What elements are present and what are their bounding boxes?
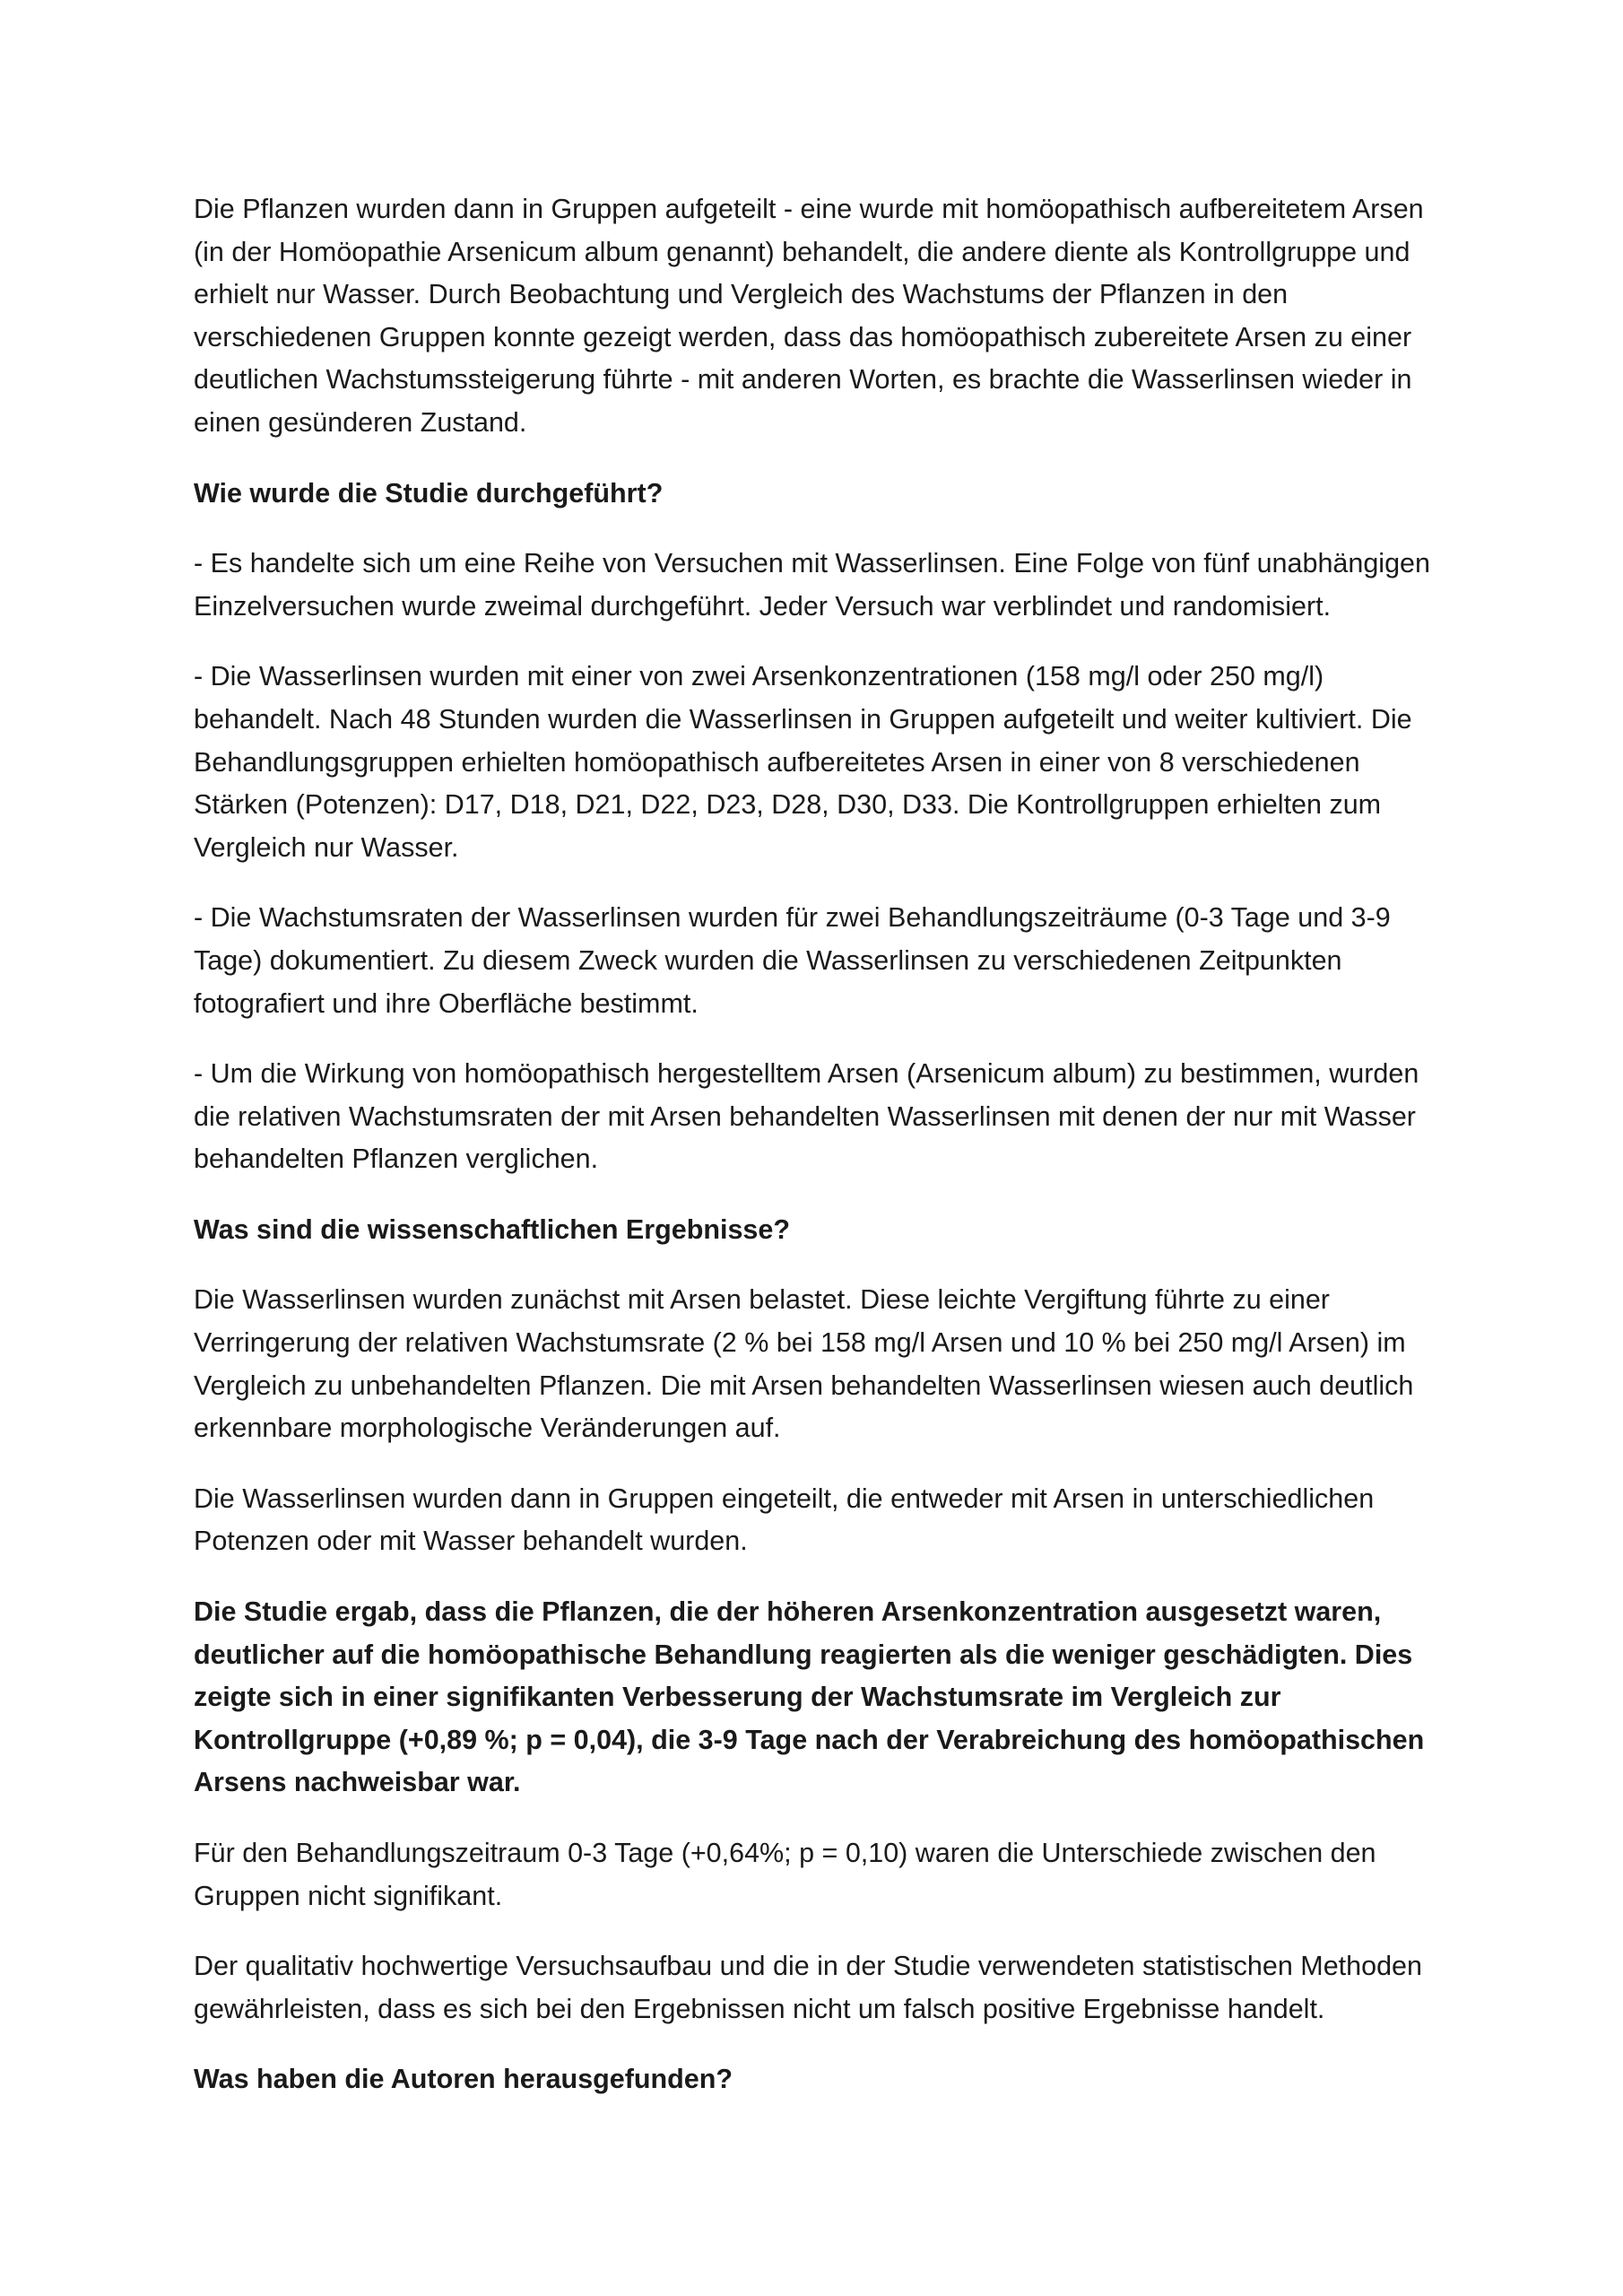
results-paragraph-key-finding: Die Studie ergab, dass die Pflanzen, die der höheren Arsenkonzentration ausgesetzt waren, deutlicher auf die homöopathische Behandlung reagierten als die weniger geschädigten. Dies zeigte sich in einer signifikanten Verbesserung der Wachstumsrate im Vergleich zur Kontrollgruppe (+0,89 %; p = 0,04), die 3-9 Tage nach der Verabreichung des homöopathischen Arsens nachweisbar war. xyxy=(194,1596,1425,1798)
document-body xyxy=(194,188,1453,2129)
results-paragraph-stress: Die Wasserlinsen wurden zunächst mit Arsen belastet. Diese leichte Vergiftung führte zu einer Verringerung der relativen Wachstumsrate (2 % bei 158 mg/l Arsen und 10 % bei 250 mg/l Arsen) im Vergleich zu unbehandelten Pflanzen. Die mit Arsen behandelten Wasserlinsen wiesen auch deutlich erkennbare morphologische Veränderungen auf. xyxy=(194,1284,1414,1444)
method-paragraph-treatment: - Die Wasserlinsen wurden mit einer von zwei Arsenkonzentrationen (158 mg/l oder 250 mg/l) behandelt. Nach 48 Stunden wurden die Wasserlinsen in Gruppen aufgeteilt und weiter kultiviert. Die Behandlungsgruppen erhielten homöopathisch aufbereitetes Arsen in einer von 8 verschiedenen Stärken (Potenzen): D17, D18, D21, D22, D23, D28, D30, D33. Die Kontrollgruppen erhielten zum Vergleich nur Wasser. xyxy=(194,661,1412,863)
intro-paragraph: Die Pflanzen wurden dann in Gruppen aufgeteilt - eine wurde mit homöopathisch aufbereitetem Arsen (in der Homöopathie Arsenicum album genannt) behandelt, die andere diente als Kontrollgruppe und erhielt nur Wasser. Durch Beobachtung und Vergleich des Wachstums der Pflanzen in den verschiedenen Gruppen konnte gezeigt werden, dass das homöopathisch zubereitete Arsen zu einer deutlichen Wachstumssteigerung führte - mit anderen Worten, es brachte die Wasserlinsen wieder in einen gesünderen Zustand. xyxy=(194,194,1424,438)
results-paragraph-early-period: Für den Behandlungszeitraum 0-3 Tage (+0,64%; p = 0,10) waren die Unterschiede zwischen den Gruppen nicht signifikant. xyxy=(194,1838,1376,1911)
method-paragraph-trials: - Es handelte sich um eine Reihe von Versuchen mit Wasserlinsen. Eine Folge von fünf unabhängigen Einzelversuchen wurde zweimal durchgeführt. Jeder Versuch war verblindet und randomisiert. xyxy=(194,548,1430,622)
section-heading-authors: Was haben die Autoren herausgefunden? xyxy=(194,2064,733,2095)
results-paragraph-quality: Der qualitativ hochwertige Versuchsaufbau und die in der Studie verwendeten statistischen Methoden gewährleisten, dass es sich bei den Ergebnissen nicht um falsch positive Ergebnisse handelt. xyxy=(194,1951,1422,2024)
section-heading-results: Was sind die wissenschaftlichen Ergebnisse? xyxy=(194,1213,790,1245)
section-heading-method: Wie wurde die Studie durchgeführt? xyxy=(194,477,664,509)
results-paragraph-groups: Die Wasserlinsen wurden dann in Gruppen eingeteilt, die entweder mit Arsen in unterschiedlichen Potenzen oder mit Wasser behandelt wurden. xyxy=(194,1483,1375,1557)
method-paragraph-comparison: - Um die Wirkung von homöopathisch hergestelltem Arsen (Arsenicum album) zu bestimmen, wurden die relativen Wachstumsraten der mit Arsen behandelten Wasserlinsen mit denen der nur mit Wasser behandelten Pflanzen verglichen. xyxy=(194,1058,1419,1175)
method-paragraph-growth-rates: - Die Wachstumsraten der Wasserlinsen wurden für zwei Behandlungszeiträume (0-3 Tage und 3-9 Tage) dokumentiert. Zu diesem Zweck wurden die Wasserlinsen zu verschiedenen Zeitpunkten fotografiert und ihre Oberfläche bestimmt. xyxy=(194,902,1391,1019)
